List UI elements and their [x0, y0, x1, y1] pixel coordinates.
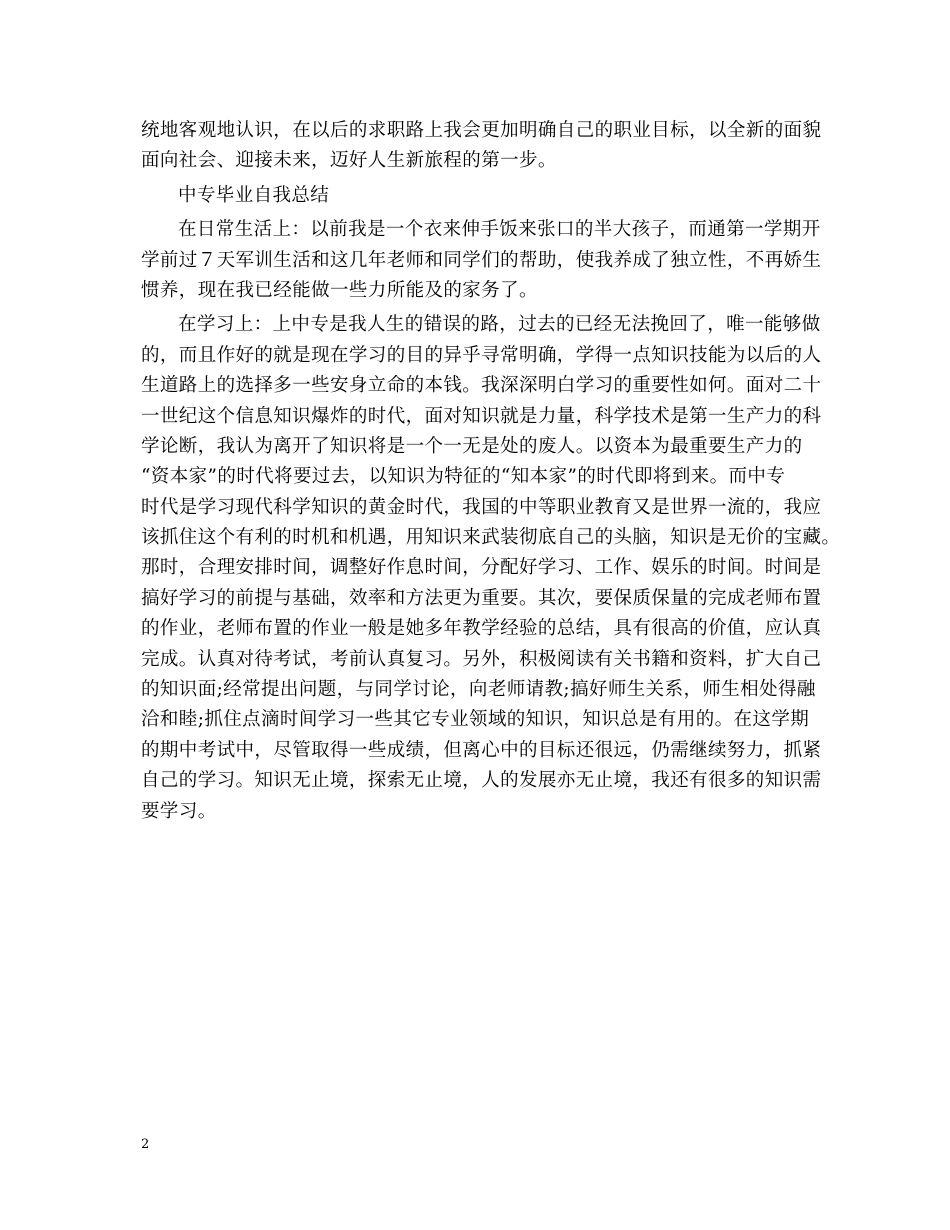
text-line-22: 自己的学习。知识无止境，探索无止境，人的发展亦无止境，我还有很多的知识需 — [141, 770, 822, 792]
text-line-9: 生道路上的选择多一些安身立命的本钱。我深深明白学习的重要性如何。面对二十 — [141, 375, 822, 397]
text-line-15: 那时，合理安排时间，调整好作息时间，分配好学习、工作、娱乐的时间。时间是 — [141, 557, 822, 579]
text-line-21: 的期中考试中，尽管取得一些成绩，但离心中的目标还很远，仍需继续努力，抓紧 — [141, 739, 822, 761]
text-line-11: 学论断，我认为离开了知识将是一个一无是处的废人。以资本为最重要生产力的 — [141, 435, 803, 457]
text-line-23: 要学习。 — [141, 800, 217, 822]
body-text — [141, 116, 841, 827]
text-line-2: 面向社会、迎接未来，迈好人生新旅程的第一步。 — [141, 150, 557, 172]
text-line-5: 学前过７天军训生活和这几年老师和同学们的帮助，使我养成了独立性，不再娇生 — [141, 249, 822, 271]
page-number: 2 — [141, 1137, 150, 1152]
text-line-1: 统地客观地认识，在以后的求职路上我会更加明确自己的职业目标，以全新的面貌 — [141, 120, 822, 141]
text-line-16: 搞好学习的前提与基础，效率和方法更为重要。其次，要保质保量的完成老师布置 — [141, 587, 822, 609]
text-line-14: 该抓住这个有利的时机和机遇，用知识来武装彻底自己的头脑，知识是无价的宝藏。 — [141, 527, 841, 549]
text-line-6: 惯养，现在我已经能做一些力所能及的家务了。 — [141, 279, 538, 301]
text-line-20: 洽和睦;抓住点滴时间学习一些其它专业领域的知识，知识总是有用的。在这学期 — [141, 709, 810, 731]
text-line-19: 的知识面;经常提出问题，与同学讨论，向老师请教;搞好师生关系，师生相处得融 — [141, 679, 816, 701]
text-line-8: 的，而且作好的就是现在学习的目的异乎寻常明确，学得一点知识技能为以后的人 — [141, 344, 822, 366]
text-line-12: “资本家”的时代将要过去，以知识为特征的“知本家”的时代即将到来。而中专 — [141, 466, 786, 488]
text-line-4: 在日常生活上：以前我是一个衣来伸手饭来张口的半大孩子，而通第一学期开 — [178, 219, 821, 241]
section-heading: 中专毕业自我总结 — [178, 184, 330, 206]
text-line-13: 时代是学习现代科学知识的黄金时代，我国的中等职业教育又是世界一流的，我应 — [141, 496, 822, 518]
text-line-10: 一世纪这个信息知识爆炸的时代，面对知识就是力量，科学技术是第一生产力的科 — [141, 405, 822, 427]
text-line-7: 在学习上：上中专是我人生的错误的路，过去的已经无法挽回了，唯一能够做 — [178, 314, 821, 336]
text-line-17: 的作业，老师布置的作业一般是她多年教学经验的总结，具有很高的价值，应认真 — [141, 618, 822, 640]
text-line-18: 完成。认真对待考试，考前认真复习。另外，积极阅读有关书籍和资料，扩大自己 — [141, 648, 822, 670]
